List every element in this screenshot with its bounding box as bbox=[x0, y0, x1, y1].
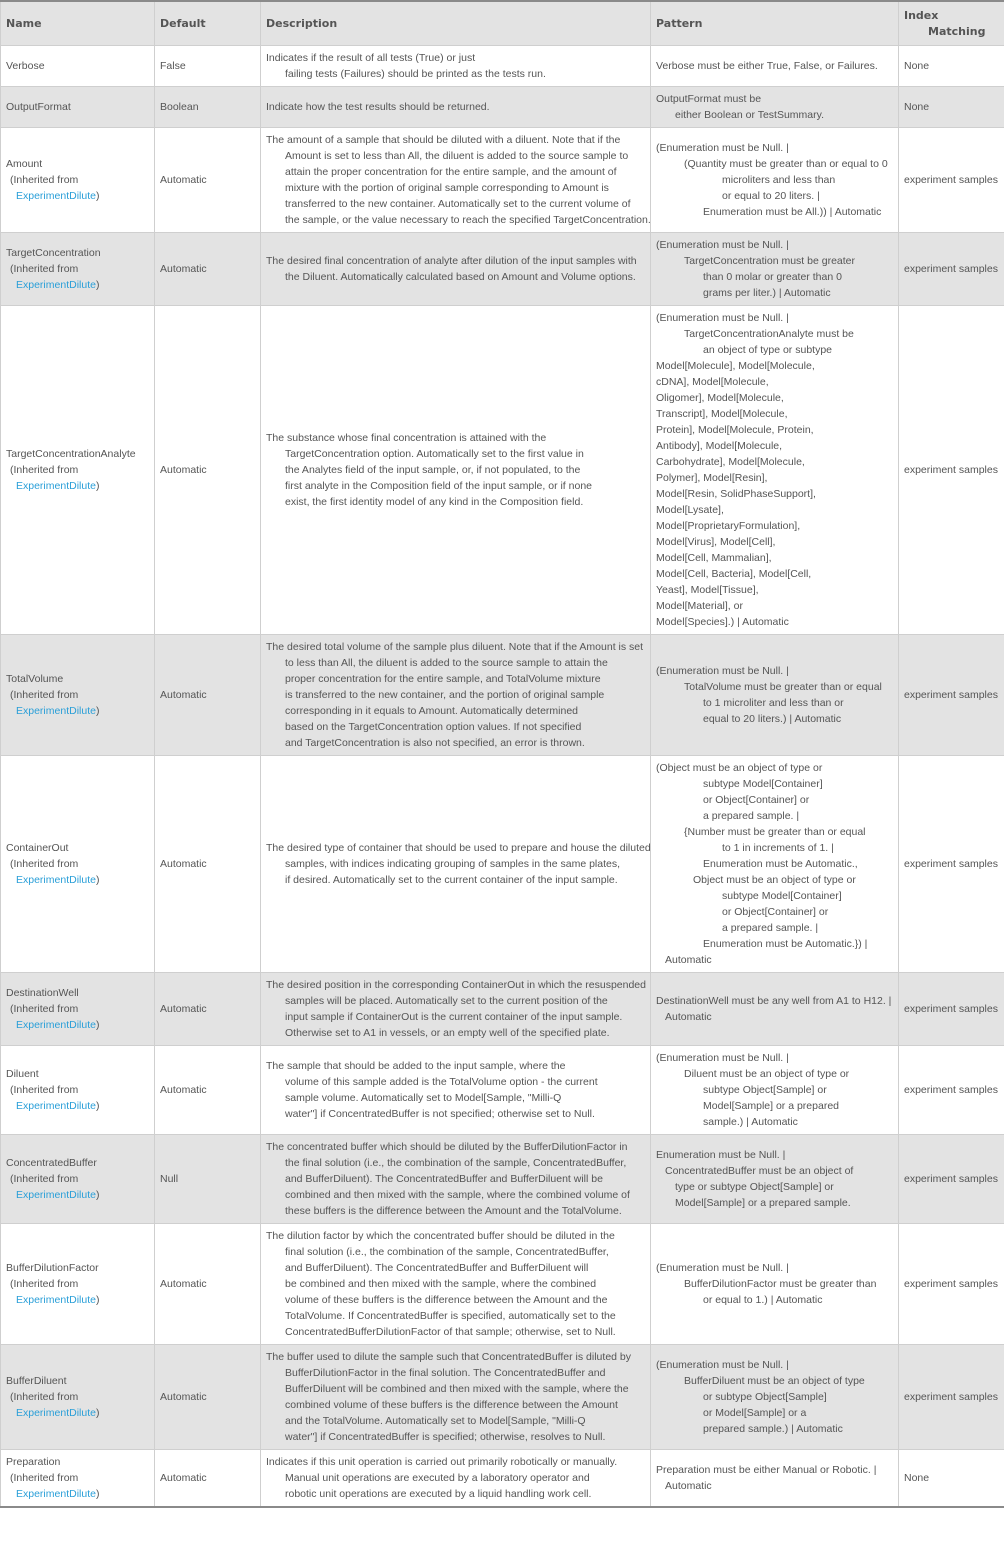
option-name-cell bbox=[1, 306, 155, 635]
pattern-line: OutputFormat must be bbox=[656, 93, 762, 105]
description-line: ConcentratedBufferDilutionFactor of that sample; otherwise, set to Null. bbox=[285, 1326, 616, 1338]
description-line: combined and then mixed with the sample, where the combined volume of bbox=[285, 1189, 630, 1201]
inherited-from-label: (Inherited from bbox=[10, 1391, 79, 1403]
pattern-line: an object of type or subtype bbox=[703, 344, 832, 356]
description-cell bbox=[261, 87, 651, 128]
option-name: OutputFormat bbox=[6, 101, 71, 113]
inherited-from-label: (Inherited from bbox=[10, 1084, 79, 1096]
pattern-line: type or subtype Object[Sample] or bbox=[675, 1181, 834, 1193]
inherited-from-label: (Inherited from bbox=[10, 1173, 79, 1185]
pattern-line: Model[ProprietaryFormulation], bbox=[656, 520, 801, 532]
description-line: BufferDilutionFactor in the final solution. The ConcentratedBuffer and bbox=[285, 1367, 606, 1379]
index-matching-value: experiment samples bbox=[899, 635, 1004, 756]
table-row bbox=[1, 1135, 1004, 1224]
description-cell bbox=[261, 1450, 651, 1508]
inherited-from-label: (Inherited from bbox=[10, 1472, 79, 1484]
description-line: Manual unit operations are executed by a laboratory operator and bbox=[285, 1472, 590, 1484]
header-pattern: Pattern bbox=[651, 1, 899, 46]
description-line: based on the TargetConcentration option values. If not specified bbox=[285, 721, 582, 733]
description-line: sample volume. Automatically set to Model[Sample, "Milli-Q bbox=[285, 1092, 562, 1104]
pattern-line: Diluent must be an object of type or bbox=[684, 1068, 850, 1080]
inherited-suffix: ) bbox=[95, 1019, 100, 1031]
pattern-line: subtype Object[Sample] or bbox=[703, 1084, 827, 1096]
option-name: ConcentratedBuffer bbox=[6, 1157, 97, 1169]
pattern-line: {Number must be greater than or equal bbox=[684, 826, 866, 838]
description-line: The dilution factor by which the concentrated buffer should be diluted in the bbox=[266, 1230, 615, 1242]
pattern-cell bbox=[651, 128, 899, 233]
inherited-from-label: (Inherited from bbox=[10, 689, 79, 701]
table-row bbox=[1, 46, 1004, 87]
pattern-line: (Enumeration must be Null. | bbox=[656, 239, 789, 251]
default-value: Boolean bbox=[155, 87, 261, 128]
pattern-line: (Enumeration must be Null. | bbox=[656, 312, 789, 324]
pattern-line: Automatic bbox=[665, 1480, 712, 1492]
option-name: ContainerOut bbox=[6, 842, 69, 854]
pattern-line: Model[Cell, Bacteria], Model[Cell, bbox=[656, 568, 812, 580]
description-cell bbox=[261, 306, 651, 635]
header-name: Name bbox=[1, 1, 155, 46]
experiment-dilute-link[interactable]: ExperimentDilute bbox=[16, 190, 96, 202]
pattern-line: Object must be an object of type or bbox=[693, 874, 856, 886]
table-row bbox=[1, 973, 1004, 1046]
option-name: TotalVolume bbox=[6, 673, 64, 685]
index-matching-value: experiment samples bbox=[899, 1046, 1004, 1135]
pattern-cell bbox=[651, 233, 899, 306]
option-name-cell bbox=[1, 1345, 155, 1450]
default-value: Null bbox=[155, 1135, 261, 1224]
experiment-dilute-link[interactable]: ExperimentDilute bbox=[16, 1488, 96, 1500]
description-line: and TargetConcentration is also not specified, an error is thrown. bbox=[285, 737, 585, 749]
inherited-suffix: ) bbox=[95, 1407, 100, 1419]
pattern-line: Preparation must be either Manual or Robotic. | bbox=[656, 1464, 877, 1476]
description-line: to less than All, the diluent is added to the source sample to attain the bbox=[285, 657, 608, 669]
description-line: and BufferDiluent). The ConcentratedBuffer and BufferDiluent will be bbox=[285, 1173, 603, 1185]
pattern-line: BufferDiluent must be an object of type bbox=[684, 1375, 865, 1387]
index-matching-value: None bbox=[899, 87, 1004, 128]
description-line: failing tests (Failures) should be printed as the tests run. bbox=[285, 68, 546, 80]
pattern-line: either Boolean or TestSummary. bbox=[675, 109, 825, 121]
pattern-line: (Object must be an object of type or bbox=[656, 762, 823, 774]
description-line: Amount is set to less than All, the diluent is added to the source sample to bbox=[285, 150, 629, 162]
inherited-from-line bbox=[6, 872, 149, 888]
pattern-line: (Enumeration must be Null. | bbox=[656, 142, 789, 154]
description-line: Indicates if this unit operation is carried out primarily robotically or manually. bbox=[266, 1456, 618, 1468]
description-line: The sample that should be added to the input sample, where the bbox=[266, 1060, 566, 1072]
description-cell bbox=[261, 46, 651, 87]
inherited-from-line bbox=[6, 478, 149, 494]
pattern-line: subtype Model[Container] bbox=[703, 778, 823, 790]
pattern-line: (Enumeration must be Null. | bbox=[656, 1052, 789, 1064]
option-name: BufferDiluent bbox=[6, 1375, 67, 1387]
pattern-line: grams per liter.) | Automatic bbox=[703, 287, 831, 299]
description-line: be combined and then mixed with the sample, where the combined bbox=[285, 1278, 597, 1290]
inherited-suffix: ) bbox=[95, 1294, 100, 1306]
pattern-line: Transcript], Model[Molecule, bbox=[656, 408, 788, 420]
option-name: Verbose bbox=[6, 60, 45, 72]
description-line: corresponding in it equals to Amount. Automatically determined bbox=[285, 705, 579, 717]
pattern-line: Model[Sample] or a prepared bbox=[703, 1100, 839, 1112]
description-line: TotalVolume. If ConcentratedBuffer is specified, automatically set to the bbox=[285, 1310, 616, 1322]
experiment-dilute-link[interactable]: ExperimentDilute bbox=[16, 1407, 96, 1419]
description-line: the sample, or the value necessary to reach the specified TargetConcentration. bbox=[285, 214, 651, 226]
index-matching-value: experiment samples bbox=[899, 306, 1004, 635]
pattern-line: Automatic bbox=[665, 954, 712, 966]
table-body bbox=[1, 46, 1004, 1508]
pattern-line: (Enumeration must be Null. | bbox=[656, 1262, 789, 1274]
description-line: samples will be placed. Automatically set to the current position of the bbox=[285, 995, 608, 1007]
pattern-line: equal to 20 liters.) | Automatic bbox=[703, 713, 842, 725]
pattern-cell bbox=[651, 306, 899, 635]
default-value: Automatic bbox=[155, 306, 261, 635]
pattern-line: Model[Material], or bbox=[656, 600, 743, 612]
description-line: if desired. Automatically set to the current container of the input sample. bbox=[285, 874, 618, 886]
pattern-cell bbox=[651, 1345, 899, 1450]
pattern-line: than 0 molar or greater than 0 bbox=[703, 271, 842, 283]
description-line: transferred to the new container. Automatically set to the current volume of bbox=[285, 198, 631, 210]
description-line: mixture with the portion of original sample corresponding to Amount is bbox=[285, 182, 609, 194]
option-name-cell bbox=[1, 128, 155, 233]
option-name: BufferDilutionFactor bbox=[6, 1262, 99, 1274]
experiment-dilute-link[interactable]: ExperimentDilute bbox=[16, 874, 96, 886]
pattern-line: TargetConcentrationAnalyte must be bbox=[684, 328, 854, 340]
pattern-cell bbox=[651, 1224, 899, 1345]
description-line: The desired type of container that should be used to prepare and house the diluted bbox=[266, 842, 651, 854]
inherited-from-line bbox=[6, 1017, 149, 1033]
option-name-cell bbox=[1, 1450, 155, 1508]
pattern-line: or Model[Sample] or a bbox=[703, 1407, 807, 1419]
pattern-line: Polymer], Model[Resin], bbox=[656, 472, 768, 484]
default-value: Automatic bbox=[155, 1345, 261, 1450]
option-name: TargetConcentrationAnalyte bbox=[6, 448, 136, 460]
default-value: Automatic bbox=[155, 1450, 261, 1508]
description-line: Indicates if the result of all tests (True) or just bbox=[266, 52, 476, 64]
description-line: Indicate how the test results should be returned. bbox=[266, 101, 490, 113]
table-row bbox=[1, 635, 1004, 756]
table-row bbox=[1, 87, 1004, 128]
description-line: combined volume of these buffers is the difference between the Amount bbox=[285, 1399, 618, 1411]
inherited-suffix: ) bbox=[95, 874, 100, 886]
default-value: False bbox=[155, 46, 261, 87]
default-value: Automatic bbox=[155, 128, 261, 233]
description-line: these buffers is the difference between the Amount and the TotalVolume. bbox=[285, 1205, 622, 1217]
pattern-line: or equal to 20 liters. | bbox=[722, 190, 820, 202]
option-name-cell bbox=[1, 233, 155, 306]
pattern-cell bbox=[651, 87, 899, 128]
experiment-dilute-link[interactable]: ExperimentDilute bbox=[16, 705, 96, 717]
header-default: Default bbox=[155, 1, 261, 46]
pattern-line: DestinationWell must be any well from A1 to H12. | bbox=[656, 995, 892, 1007]
experiment-dilute-link[interactable]: ExperimentDilute bbox=[16, 1100, 96, 1112]
header-index-matching: Index Matching bbox=[899, 1, 1004, 46]
description-cell bbox=[261, 1046, 651, 1135]
index-matching-value: experiment samples bbox=[899, 973, 1004, 1046]
pattern-line: Enumeration must be Automatic., bbox=[703, 858, 858, 870]
pattern-line: (Quantity must be greater than or equal to 0 bbox=[684, 158, 888, 170]
description-cell bbox=[261, 1345, 651, 1450]
pattern-line: (Enumeration must be Null. | bbox=[656, 665, 789, 677]
option-name-cell bbox=[1, 1135, 155, 1224]
experiment-dilute-link[interactable]: ExperimentDilute bbox=[16, 480, 96, 492]
description-line: first analyte in the Composition field of the input sample, or if none bbox=[285, 480, 593, 492]
pattern-line: sample.) | Automatic bbox=[703, 1116, 798, 1128]
description-cell bbox=[261, 1135, 651, 1224]
description-line: and BufferDiluent). The ConcentratedBuffer and BufferDiluent will bbox=[285, 1262, 589, 1274]
description-cell bbox=[261, 973, 651, 1046]
experiment-dilute-link[interactable]: ExperimentDilute bbox=[16, 279, 96, 291]
inherited-from-line bbox=[6, 188, 149, 204]
table-row bbox=[1, 306, 1004, 635]
default-value: Automatic bbox=[155, 1046, 261, 1135]
pattern-cell bbox=[651, 1046, 899, 1135]
table-row bbox=[1, 1345, 1004, 1450]
description-line: final solution (i.e., the combination of the sample, ConcentratedBuffer, bbox=[285, 1246, 609, 1258]
option-name: TargetConcentration bbox=[6, 247, 101, 259]
inherited-from-label: (Inherited from bbox=[10, 858, 79, 870]
pattern-line: (Enumeration must be Null. | bbox=[656, 1359, 789, 1371]
description-line: samples, with indices indicating grouping of samples in the same plates, bbox=[285, 858, 621, 870]
pattern-cell bbox=[651, 635, 899, 756]
inherited-from-line bbox=[6, 703, 149, 719]
default-value: Automatic bbox=[155, 756, 261, 973]
index-matching-value: None bbox=[899, 1450, 1004, 1508]
inherited-from-line bbox=[6, 1187, 149, 1203]
pattern-line: or equal to 1.) | Automatic bbox=[703, 1294, 823, 1306]
description-cell bbox=[261, 756, 651, 973]
index-matching-value: experiment samples bbox=[899, 1345, 1004, 1450]
inherited-suffix: ) bbox=[95, 190, 100, 202]
option-name-cell bbox=[1, 756, 155, 973]
description-line: The desired total volume of the sample plus diluent. Note that if the Amount is set bbox=[266, 641, 644, 653]
option-name-cell bbox=[1, 46, 155, 87]
inherited-from-label: (Inherited from bbox=[10, 1003, 79, 1015]
table-row bbox=[1, 756, 1004, 973]
pattern-line: Enumeration must be Automatic.}) | bbox=[703, 938, 868, 950]
inherited-suffix: ) bbox=[95, 1488, 100, 1500]
pattern-line: Model[Sample] or a prepared sample. bbox=[675, 1197, 851, 1209]
description-line: the final solution (i.e., the combination of the sample, ConcentratedBuffer, bbox=[285, 1157, 627, 1169]
inherited-from-line bbox=[6, 1405, 149, 1421]
inherited-suffix: ) bbox=[95, 705, 100, 717]
pattern-line: Carbohydrate], Model[Molecule, bbox=[656, 456, 805, 468]
description-cell bbox=[261, 1224, 651, 1345]
option-name-cell bbox=[1, 635, 155, 756]
option-name-cell bbox=[1, 87, 155, 128]
pattern-line: cDNA], Model[Molecule, bbox=[656, 376, 769, 388]
index-matching-value: experiment samples bbox=[899, 1135, 1004, 1224]
inherited-suffix: ) bbox=[95, 480, 100, 492]
inherited-from-label: (Inherited from bbox=[10, 174, 79, 186]
inherited-from-label: (Inherited from bbox=[10, 464, 79, 476]
pattern-line: Model[Resin, SolidPhaseSupport], bbox=[656, 488, 816, 500]
description-line: TargetConcentration option. Automatically set to the first value in bbox=[285, 448, 584, 460]
pattern-line: to 1 in increments of 1. | bbox=[722, 842, 834, 854]
pattern-line: Protein], Model[Molecule, Protein, bbox=[656, 424, 814, 436]
pattern-line: subtype Model[Container] bbox=[722, 890, 842, 902]
inherited-from-line bbox=[6, 277, 149, 293]
description-line: input sample if ContainerOut is the current container of the input sample. bbox=[285, 1011, 623, 1023]
table-row bbox=[1, 128, 1004, 233]
inherited-from-label: (Inherited from bbox=[10, 1278, 79, 1290]
pattern-line: TotalVolume must be greater than or equal bbox=[684, 681, 882, 693]
inherited-from-label: (Inherited from bbox=[10, 263, 79, 275]
index-matching-value: experiment samples bbox=[899, 233, 1004, 306]
table-row bbox=[1, 1046, 1004, 1135]
pattern-line: Enumeration must be Null. | bbox=[656, 1149, 786, 1161]
description-line: the Diluent. Automatically calculated based on Amount and Volume options. bbox=[285, 271, 636, 283]
option-name: Diluent bbox=[6, 1068, 39, 1080]
pattern-line: or Object[Container] or bbox=[722, 906, 829, 918]
description-line: The substance whose final concentration is attained with the bbox=[266, 432, 547, 444]
description-line: volume of this sample added is the TotalVolume option - the current bbox=[285, 1076, 598, 1088]
table-row bbox=[1, 1450, 1004, 1508]
description-cell bbox=[261, 128, 651, 233]
pattern-line: microliters and less than bbox=[722, 174, 836, 186]
inherited-from-line bbox=[6, 1098, 149, 1114]
inherited-suffix: ) bbox=[95, 279, 100, 291]
description-line: exist, the first identity model of any kind in the Composition field. bbox=[285, 496, 584, 508]
description-line: Otherwise set to A1 in vessels, or an empty well of the specified plate. bbox=[285, 1027, 610, 1039]
option-name: Amount bbox=[6, 158, 43, 170]
pattern-line: to 1 microliter and less than or bbox=[703, 697, 844, 709]
inherited-suffix: ) bbox=[95, 1100, 100, 1112]
description-line: water"] if ConcentratedBuffer is not specified; otherwise set to Null. bbox=[285, 1108, 595, 1120]
description-line: water"] if ConcentratedBuffer is specified; otherwise, resolves to Null. bbox=[285, 1431, 606, 1443]
default-value: Automatic bbox=[155, 973, 261, 1046]
description-line: The amount of a sample that should be diluted with a diluent. Note that if the bbox=[266, 134, 621, 146]
experiment-dilute-link[interactable]: ExperimentDilute bbox=[16, 1294, 96, 1306]
table-header-row bbox=[1, 1, 1004, 46]
option-name: Preparation bbox=[6, 1456, 61, 1468]
description-line: The desired final concentration of analyte after dilution of the input samples with bbox=[266, 255, 637, 267]
experiment-dilute-link[interactable]: ExperimentDilute bbox=[16, 1189, 96, 1201]
option-name-cell bbox=[1, 1224, 155, 1345]
default-value: Automatic bbox=[155, 635, 261, 756]
pattern-line: Antibody], Model[Molecule, bbox=[656, 440, 783, 452]
option-name-cell bbox=[1, 1046, 155, 1135]
inherited-from-line bbox=[6, 1486, 149, 1502]
default-value: Automatic bbox=[155, 233, 261, 306]
description-line: attain the proper concentration for the entire sample, and the amount of bbox=[285, 166, 617, 178]
index-matching-value: experiment samples bbox=[899, 128, 1004, 233]
pattern-line: a prepared sample. | bbox=[703, 810, 800, 822]
description-cell bbox=[261, 635, 651, 756]
pattern-line: Model[Molecule], Model[Molecule, bbox=[656, 360, 815, 372]
pattern-line: Model[Species].) | Automatic bbox=[656, 616, 789, 628]
description-line: robotic unit operations are executed by a liquid handling work cell. bbox=[285, 1488, 592, 1500]
description-line: volume of these buffers is the difference between the Amount and the bbox=[285, 1294, 608, 1306]
pattern-line: or Object[Container] or bbox=[703, 794, 810, 806]
pattern-line: BufferDilutionFactor must be greater than bbox=[684, 1278, 877, 1290]
table-row bbox=[1, 1224, 1004, 1345]
pattern-line: Verbose must be either True, False, or Failures. bbox=[656, 60, 878, 72]
pattern-cell bbox=[651, 973, 899, 1046]
index-matching-value: experiment samples bbox=[899, 1224, 1004, 1345]
pattern-line: Oligomer], Model[Molecule, bbox=[656, 392, 784, 404]
index-matching-value: experiment samples bbox=[899, 756, 1004, 973]
index-matching-value: None bbox=[899, 46, 1004, 87]
description-line: The desired position in the corresponding ContainerOut in which the resuspended bbox=[266, 979, 646, 991]
pattern-line: Model[Lysate], bbox=[656, 504, 724, 516]
pattern-line: Model[Cell, Mammalian], bbox=[656, 552, 772, 564]
option-name-cell bbox=[1, 973, 155, 1046]
pattern-line: or subtype Object[Sample] bbox=[703, 1391, 827, 1403]
table-row bbox=[1, 233, 1004, 306]
pattern-cell bbox=[651, 46, 899, 87]
description-line: proper concentration for the entire sample, and TotalVolume mixture bbox=[285, 673, 601, 685]
description-line: the Analytes field of the input sample, or, if not populated, to the bbox=[285, 464, 581, 476]
description-cell bbox=[261, 233, 651, 306]
pattern-line: Enumeration must be All.)) | Automatic bbox=[703, 206, 882, 218]
experiment-dilute-link[interactable]: ExperimentDilute bbox=[16, 1019, 96, 1031]
inherited-suffix: ) bbox=[95, 1189, 100, 1201]
pattern-line: a prepared sample. | bbox=[722, 922, 819, 934]
pattern-line: Yeast], Model[Tissue], bbox=[656, 584, 759, 596]
description-line: BufferDiluent will be combined and then mixed with the sample, where the bbox=[285, 1383, 629, 1395]
description-line: The concentrated buffer which should be diluted by the BufferDilutionFactor in bbox=[266, 1141, 628, 1153]
default-value: Automatic bbox=[155, 1224, 261, 1345]
inherited-from-line bbox=[6, 1292, 149, 1308]
pattern-line: prepared sample.) | Automatic bbox=[703, 1423, 843, 1435]
description-line: The buffer used to dilute the sample such that ConcentratedBuffer is diluted by bbox=[266, 1351, 632, 1363]
pattern-line: Model[Virus], Model[Cell], bbox=[656, 536, 776, 548]
pattern-line: Automatic bbox=[665, 1011, 712, 1023]
pattern-cell bbox=[651, 756, 899, 973]
pattern-cell bbox=[651, 1135, 899, 1224]
header-description: Description bbox=[261, 1, 651, 46]
description-line: and the TotalVolume. Automatically set to Model[Sample, "Milli-Q bbox=[285, 1415, 586, 1427]
option-name: DestinationWell bbox=[6, 987, 79, 999]
pattern-line: ConcentratedBuffer must be an object of bbox=[665, 1165, 854, 1177]
pattern-cell bbox=[651, 1450, 899, 1508]
pattern-line: TargetConcentration must be greater bbox=[684, 255, 856, 267]
description-line: is transferred to the new container, and the portion of original sample bbox=[285, 689, 605, 701]
